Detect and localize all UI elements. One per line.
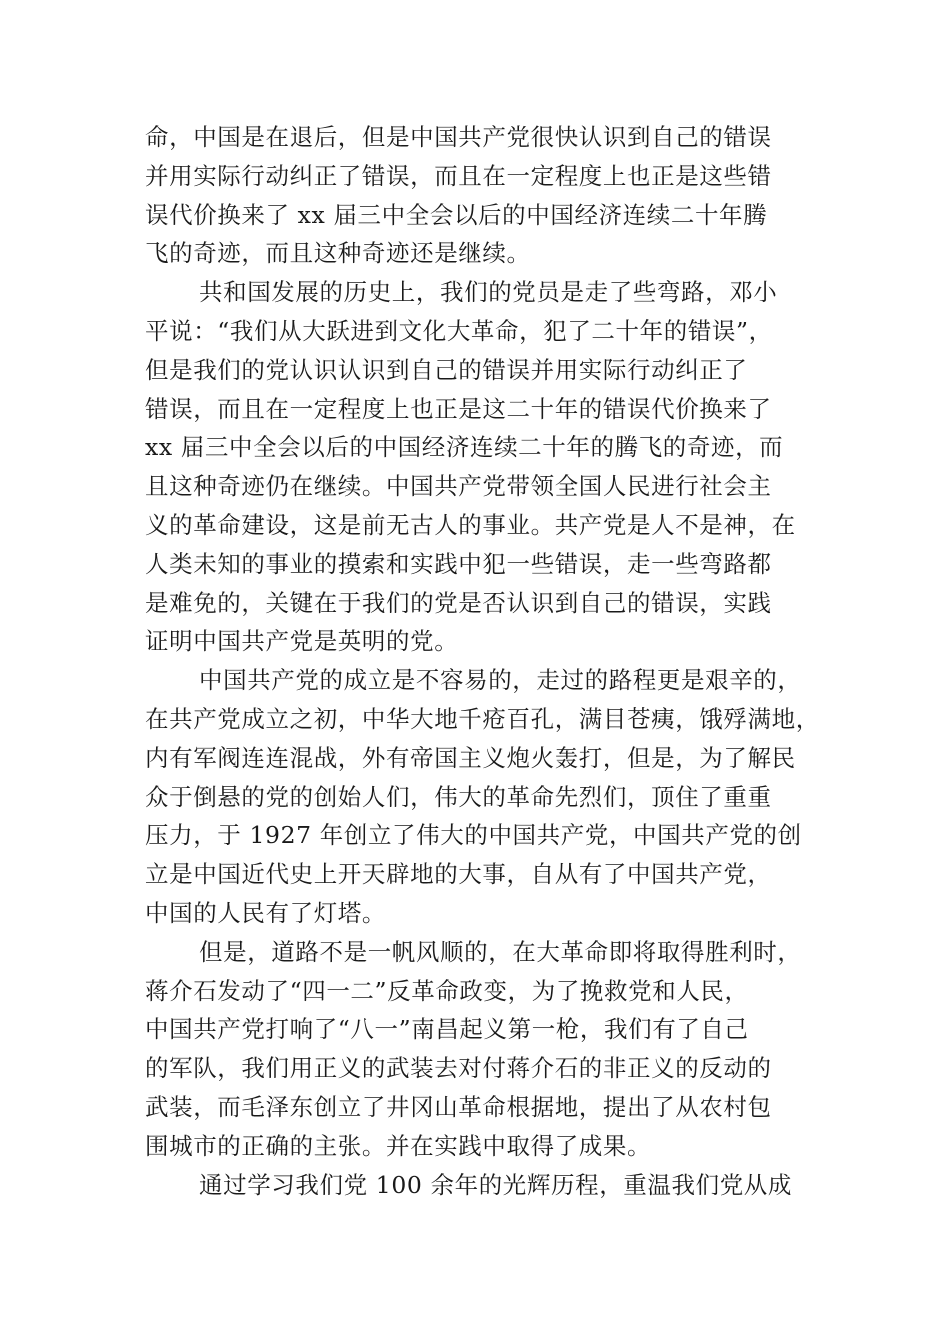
text-line: 中国共产党打响了“八一”南昌起义第一枪，我们有了自己 (145, 1015, 749, 1044)
paragraph (145, 1166, 825, 1205)
text-line: 内有军阀连连混战，外有帝国主义炮火轰打，但是，为了解民 (145, 743, 796, 772)
paragraph (145, 118, 825, 273)
paragraph (145, 661, 825, 933)
text-line: 的军队，我们用正义的武装去对付蒋介石的非正义的反动的 (145, 1054, 772, 1083)
paragraph (145, 273, 825, 661)
text-line: xx 届三中全会以后的中国经济连续二十年的腾飞的奇迹，而 (145, 433, 784, 462)
text-line: 义的革命建设，这是前无古人的事业。共产党是人不是神，在 (145, 510, 796, 539)
text-line: 平说：“我们从大跃进到文化大革命，犯了二十年的错误”， (145, 316, 773, 345)
text-line: 围城市的正确的主张。并在实践中取得了成果。 (145, 1131, 652, 1160)
body-text (145, 118, 825, 1204)
text-line: 通过学习我们党 100 余年的光辉历程，重温我们党从成 (199, 1170, 792, 1199)
text-line: 中国共产党的成立是不容易的，走过的路程更是艰辛的， (199, 666, 802, 695)
paragraph (145, 933, 825, 1166)
text-line: 证明中国共产党是英明的党。 (145, 627, 459, 656)
text-line: 共和国发展的历史上，我们的党员是走了些弯路，邓小 (199, 278, 778, 307)
text-line: 压力，于 1927 年创立了伟大的中国共产党，中国共产党的创 (145, 821, 802, 850)
text-line: 命，中国是在退后，但是中国共产党很快认识到自己的错误 (145, 123, 772, 151)
text-line: 立是中国近代史上开天辟地的大事，自从有了中国共产党， (145, 860, 772, 889)
text-line: 中国的人民有了灯塔。 (145, 898, 386, 927)
text-line: 但是我们的党认识认识到自己的错误并用实际行动纠正了 (145, 355, 748, 384)
text-line: 众于倒悬的党的创始人们，伟大的革命先烈们，顶住了重重 (145, 782, 772, 811)
text-line: 但是，道路不是一帆风顺的，在大革命即将取得胜利时， (199, 937, 802, 966)
text-line: 错误，而且在一定程度上也正是这二十年的错误代价换来了 (145, 394, 772, 423)
text-line: 在共产党成立之初，中华大地千疮百孔，满目苍痍，饿殍满地， (145, 704, 820, 733)
text-line: 并用实际行动纠正了错误，而且在一定程度上也正是这些错 (145, 161, 772, 190)
text-line: 人类未知的事业的摸索和实践中犯一些错误，走一些弯路都 (145, 549, 772, 578)
text-line: 是难免的，关键在于我们的党是否认识到自己的错误，实践 (145, 588, 772, 617)
text-line: 蒋介石发动了“四一二”反革命政变，为了挽救党和人民， (145, 976, 749, 1005)
text-line: 误代价换来了 xx 届三中全会以后的中国经济连续二十年腾 (145, 200, 768, 229)
text-line: 武装，而毛泽东创立了井冈山革命根据地，提出了从农村包 (145, 1092, 772, 1121)
text-line: 飞的奇迹，而且这种奇迹还是继续。 (145, 239, 531, 268)
text-line: 且这种奇迹仍在继续。中国共产党带领全国人民进行社会主 (145, 472, 772, 501)
